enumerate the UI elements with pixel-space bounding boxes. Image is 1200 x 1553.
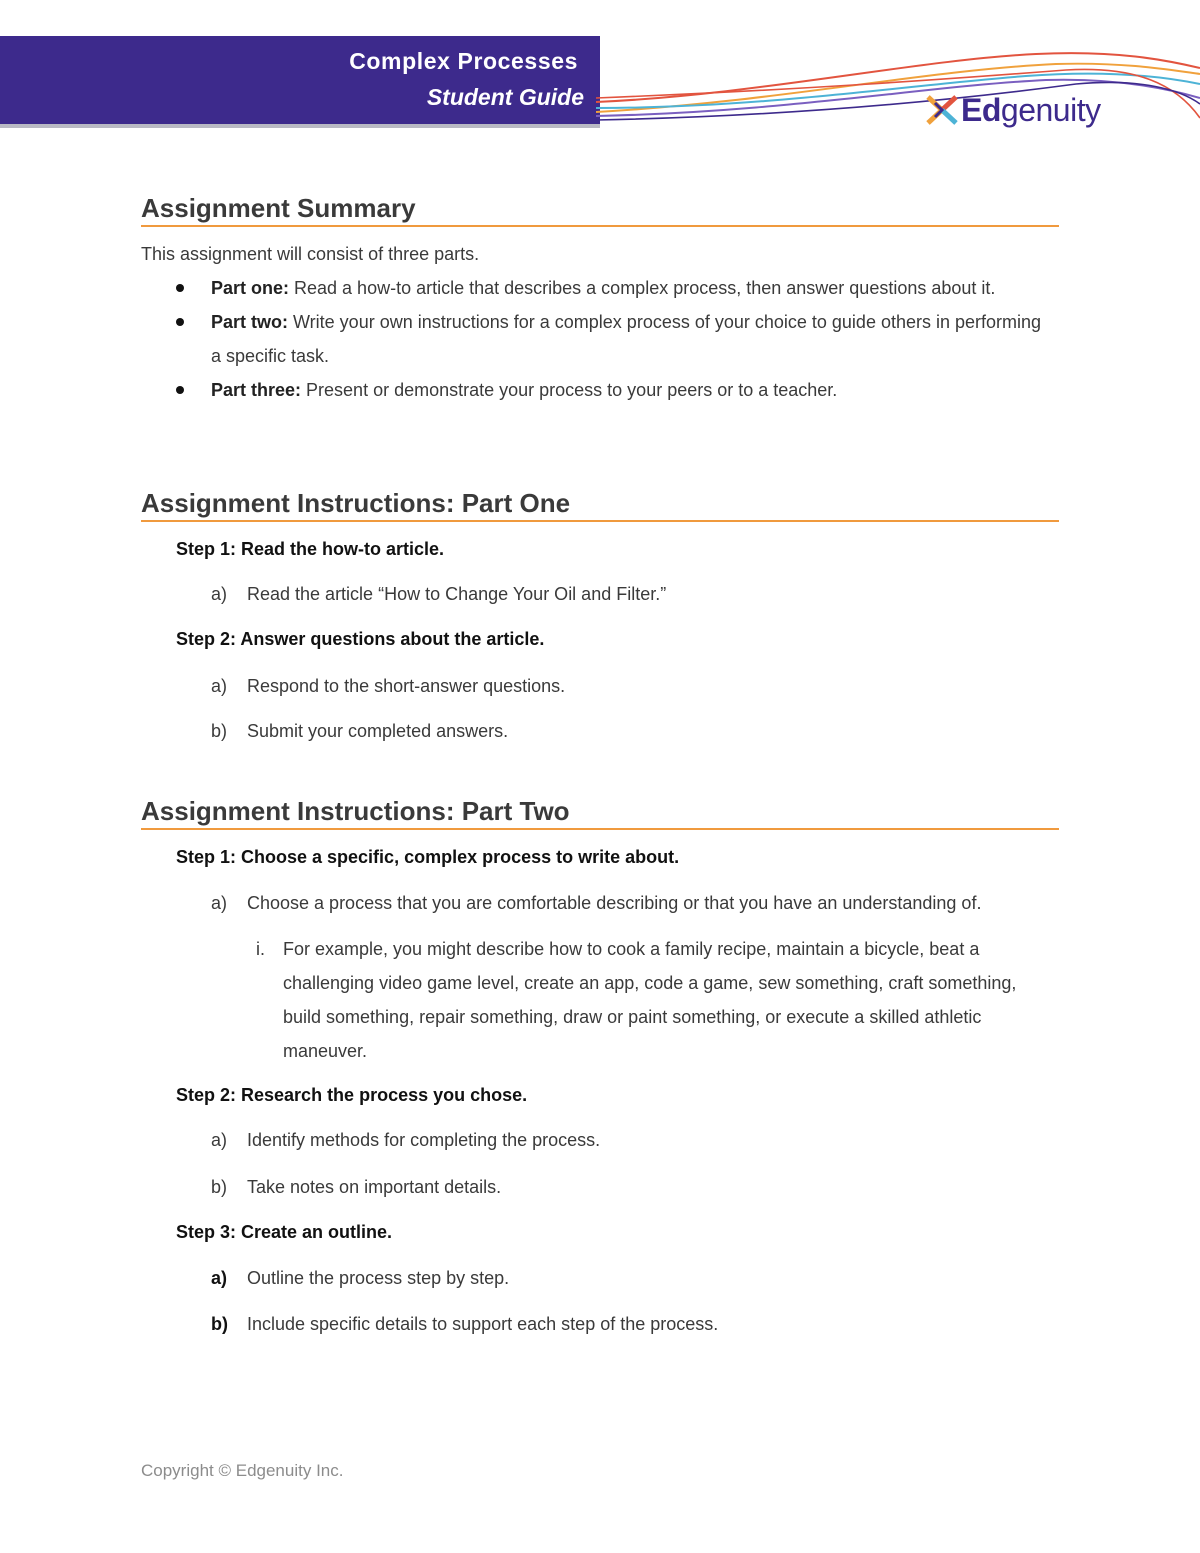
bullet-icon <box>176 284 184 292</box>
item-text: Outline the process step by step. <box>247 1268 510 1288</box>
item-label: Part one: <box>211 278 290 298</box>
item-marker: a) <box>211 893 228 913</box>
item-marker: b) <box>211 1314 228 1334</box>
part-one-step2-item-a <box>211 676 565 697</box>
list-item <box>141 305 1051 373</box>
item-text: Write your own instructions for a complex process of your choice to guide others in performing a specific task. <box>211 312 1042 366</box>
part-one-step1-title: Step 1: Read the how-to article. <box>176 539 445 559</box>
item-marker: b) <box>211 1177 228 1197</box>
part-two-step2-item-b <box>211 1177 501 1198</box>
edgenuity-logo <box>925 88 1101 132</box>
item-marker: a) <box>211 1130 228 1150</box>
item-text: Respond to the short-answer questions. <box>247 676 566 696</box>
item-text: Take notes on important details. <box>247 1177 502 1197</box>
item-marker: a) <box>211 676 228 696</box>
logo-text <box>961 92 1101 129</box>
part-two-heading: Assignment Instructions: Part Two <box>141 796 1059 830</box>
item-text: Choose a process that you are comfortable describing or that you have an understanding of. <box>247 893 982 913</box>
item-marker: b) <box>211 721 228 741</box>
item-text: Read a how-to article that describes a complex process, then answer questions about it. <box>289 278 996 298</box>
item-text: Read the article “How to Change Your Oil and Filter.” <box>247 584 667 604</box>
item-label: Part two: <box>211 312 289 332</box>
part-one-step2-item-b <box>211 721 508 742</box>
item-marker: a) <box>211 584 228 604</box>
item-text: Identify methods for completing the process. <box>247 1130 601 1150</box>
item-text: Include specific details to support each step of the process. <box>247 1314 719 1334</box>
part-one-step2-title: Step 2: Answer questions about the article. <box>176 629 545 649</box>
part-one-step1-item-a <box>211 584 666 605</box>
decorative-waves <box>596 40 1200 130</box>
item-marker: i. <box>256 939 265 959</box>
part-two-step1-subitem <box>256 932 1056 1068</box>
list-item <box>141 271 1051 305</box>
part-one-heading: Assignment Instructions: Part One <box>141 488 1059 522</box>
part-two-step3-item-a <box>211 1268 509 1289</box>
header-subtitle: Student Guide <box>426 84 584 110</box>
bullet-icon <box>176 318 184 326</box>
part-two-step2-item-a <box>211 1130 600 1151</box>
summary-list <box>141 271 1051 407</box>
summary-heading: Assignment Summary <box>141 193 1059 227</box>
summary-intro: This assignment will consist of three parts. <box>141 244 480 264</box>
item-text: Present or demonstrate your process to your peers or to a teacher. <box>301 380 838 400</box>
part-two-step3-title: Step 3: Create an outline. <box>176 1222 393 1242</box>
part-two-step3-item-b <box>211 1314 718 1335</box>
part-two-step2-title: Step 2: Research the process you chose. <box>176 1085 528 1105</box>
footer-copyright: Copyright © Edgenuity Inc. <box>141 1461 344 1480</box>
edgenuity-x-icon <box>925 93 959 127</box>
item-marker: a) <box>211 1268 228 1288</box>
logo-text-regular: genuity <box>1000 91 1101 128</box>
header-banner <box>0 36 600 124</box>
logo-text-bold: Ed <box>961 91 1001 128</box>
item-label: Part three: <box>211 380 302 400</box>
bullet-icon <box>176 386 184 394</box>
item-text: For example, you might describe how to cook a family recipe, maintain a bicycle, beat a challenging video game level, create an app, code a game, sew something, craft something, build something, repair something, draw or paint something, or execute a skilled athletic maneuver. <box>283 939 1017 1061</box>
header-title: Complex Processes <box>349 48 578 74</box>
list-item <box>141 373 1051 407</box>
part-two-step1-item-a <box>211 893 981 914</box>
item-text: Submit your completed answers. <box>247 721 509 741</box>
part-two-step1-title: Step 1: Choose a specific, complex process to write about. <box>176 847 680 867</box>
